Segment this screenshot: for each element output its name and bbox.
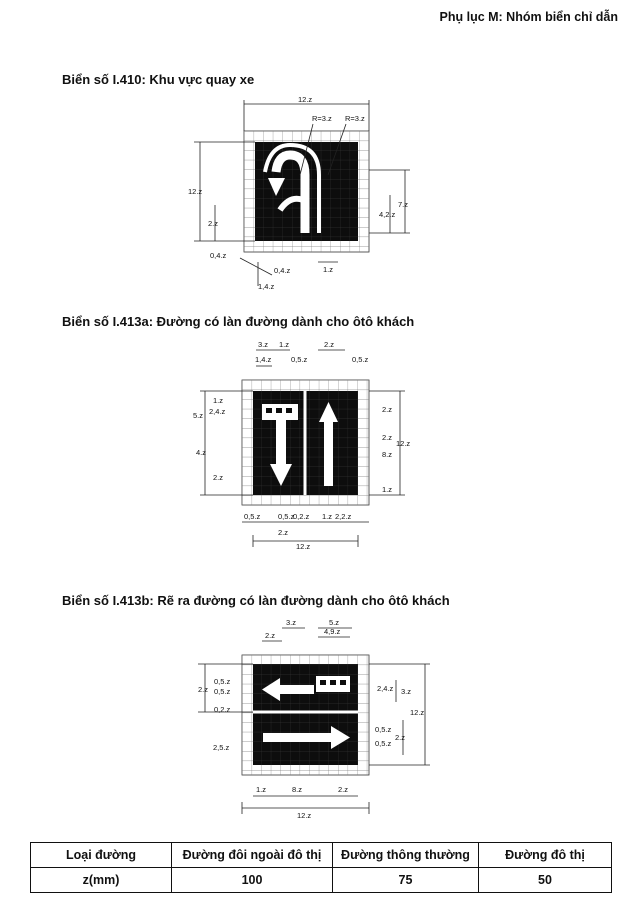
dim-410-1z: 1.z <box>323 265 334 274</box>
dim-413b-25z: 2,5.z <box>213 743 230 752</box>
dim-413a-1z-right: 1.z <box>382 485 393 494</box>
dim-413b-1z-bottom: 1.z <box>256 785 267 794</box>
dim-413a-1z-bottom: 1.z <box>322 512 333 521</box>
dim-413b-05z-a: 0,5.z <box>214 677 231 686</box>
dim-410-width: 12.z <box>298 95 313 104</box>
dim-410-7z: 7.z <box>398 200 409 209</box>
dim-413a-1z-top: 1.z <box>279 340 290 349</box>
table-cell: z(mm) <box>31 868 172 893</box>
dim-410-42z: 4,2.z <box>379 210 396 219</box>
dim-413a-05z-bottom-a: 0,5.z <box>244 512 261 521</box>
table-header-cell: Đường đô thị <box>479 843 612 868</box>
dim-413a-2z-bottom: 2.z <box>278 528 289 537</box>
table-header-row <box>31 843 612 868</box>
dim-413b-2z-top: 2.z <box>265 631 276 640</box>
z-value-table <box>30 842 612 893</box>
dim-413b-05z-b: 0,5.z <box>214 687 231 696</box>
dim-413b-8z: 8.z <box>292 785 303 794</box>
dim-410-r1: R=3.z <box>312 114 332 123</box>
dim-413b-05z-d: 0,5.z <box>375 739 392 748</box>
sign-413a-title: Biển số I.413a: Đường có làn đường dành cho ôtô khách <box>62 314 415 329</box>
dim-413b-49z: 4,9.z <box>324 627 341 636</box>
table-cell: 50 <box>479 868 612 893</box>
dim-410-04z-a: 0,4.z <box>210 251 227 260</box>
dim-413a-1z-left: 1.z <box>213 396 224 405</box>
table-cell: 75 <box>333 868 479 893</box>
dim-413a-12z-right: 12.z <box>396 439 411 448</box>
dim-413b-12z-bottom: 12.z <box>297 811 312 820</box>
dim-413a-05z-a: 0,5.z <box>291 355 308 364</box>
dim-413a-05z-b: 0,5.z <box>352 355 369 364</box>
dim-413b-12z-right: 12.z <box>410 708 425 717</box>
dim-413a-2z-left: 2.z <box>213 473 224 482</box>
dim-410-14z: 1,4.z <box>258 282 275 291</box>
table-header-cell: Đường đôi ngoài đô thị <box>172 843 333 868</box>
dim-413b-02z: 0,2.z <box>214 705 231 714</box>
sign-410-title: Biển số I.410: Khu vực quay xe <box>62 72 255 87</box>
dim-410-height: 12.z <box>188 187 203 196</box>
dim-413a-2z-right2: 2.z <box>382 433 393 442</box>
table-header-cell: Loại đường <box>31 843 172 868</box>
dim-413a-4z: 4.z <box>196 448 207 457</box>
dim-413b-24z: 2,4.z <box>377 684 394 693</box>
table-cell: 100 <box>172 868 333 893</box>
dim-413b-5z: 5.z <box>329 618 340 627</box>
dim-413a-3z: 3.z <box>258 340 269 349</box>
dim-413a-2z-top: 2.z <box>324 340 335 349</box>
dim-413a-05z-bottom-b: 0,5.z <box>278 512 295 521</box>
dim-413a-5z: 5.z <box>193 411 204 420</box>
dim-413a-8z: 8.z <box>382 450 393 459</box>
dim-413b-2z-left: 2.z <box>198 685 209 694</box>
dim-413a-02z: 0,2.z <box>293 512 310 521</box>
dim-410-04z-b: 0,4.z <box>274 266 291 275</box>
dim-410-r2: R=3.z <box>345 114 365 123</box>
dim-413b-3z-top: 3.z <box>286 618 297 627</box>
dim-410-2z: 2.z <box>208 219 219 228</box>
dim-413b-2z-bottom: 2.z <box>338 785 349 794</box>
dim-413a-2z-right: 2.z <box>382 405 393 414</box>
page-header: Phụ lục M: Nhóm biển chỉ dẫn <box>439 10 618 24</box>
table-header-cell: Đường thông thường <box>333 843 479 868</box>
dim-413b-05z-c: 0,5.z <box>375 725 392 734</box>
dim-413a-24z: 2,4.z <box>209 407 226 416</box>
dim-413a-22z: 2,2.z <box>335 512 352 521</box>
table-row <box>31 868 612 893</box>
dim-413b-2z-right: 2.z <box>395 733 406 742</box>
sign-413b-title: Biển số I.413b: Rẽ ra đường có làn đường dành cho ôtô khách <box>62 593 450 608</box>
dim-413a-14z: 1,4.z <box>255 355 272 364</box>
dim-413b-3z-right: 3.z <box>401 687 412 696</box>
dim-413a-12z-bottom: 12.z <box>296 542 311 551</box>
